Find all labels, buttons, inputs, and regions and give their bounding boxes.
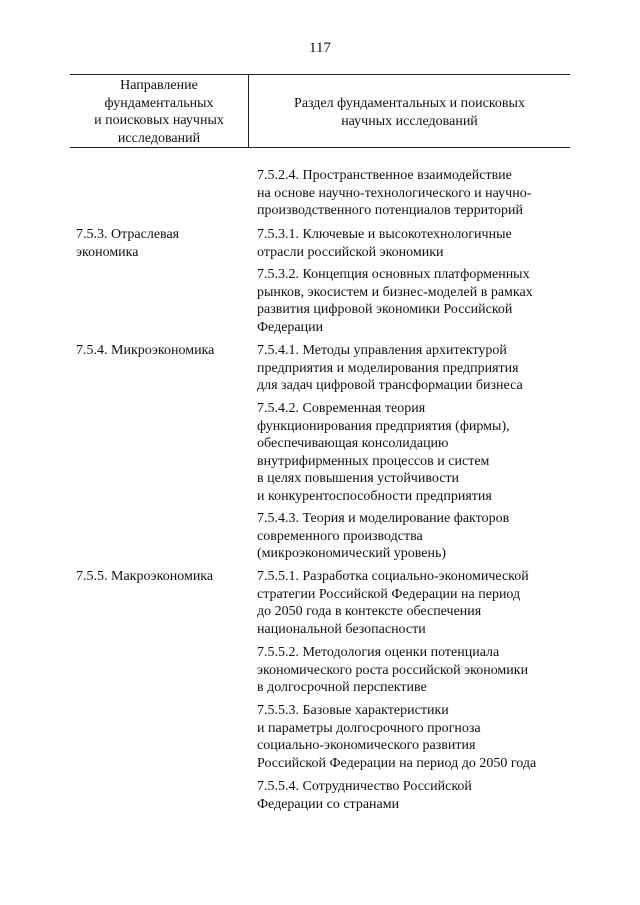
page-number: 117 xyxy=(309,40,331,56)
section-7-5-5-2: 7.5.5.2. Методология оценки потенциала экономического роста российской экономики в долгосрочной перспективе xyxy=(257,645,529,695)
section-7-5-3-2: 7.5.3.2. Концепция основных платформенных рынков, экосистем и бизнес-моделей в рамках развития цифровой экономики Российской Федерации xyxy=(257,267,533,335)
table-top-border xyxy=(70,74,570,75)
section-7-5-4-2: 7.5.4.2. Современная теория функционирования предприятия (фирмы), обеспечивающая консолидацию внутрифирменных процессов и систем в целях повышения устойчивости и конкурентоспособности предприятия xyxy=(257,401,510,504)
section-7-5-4-3: 7.5.4.3. Теория и моделирование факторов современного производства (микроэкономический уровень) xyxy=(257,511,510,561)
section-7-5-3-1: 7.5.3.1. Ключевые и высокотехнологичные отрасли российской экономики xyxy=(257,227,512,260)
direction-7-5-5: 7.5.5. Макроэкономика xyxy=(76,569,214,584)
header-bottom-border xyxy=(70,147,570,148)
direction-7-5-3: 7.5.3. Отраслевая экономика xyxy=(76,227,180,260)
header-section: Раздел фундаментальных и поисковых научных исследований xyxy=(294,96,525,129)
section-7-5-5-3: 7.5.5.3. Базовые характеристики и параметры долгосрочного прогноза социально-экономического развития Российской Федерации на период до 2050 года xyxy=(257,703,537,771)
section-7-5-5-4: 7.5.5.4. Сотрудничество Российской Федерации со странами xyxy=(257,779,472,812)
section-7-5-4-1: 7.5.4.1. Методы управления архитектурой предприятия и моделирования предприятия для задач цифровой трансформации бизнеса xyxy=(257,343,523,393)
section-7-5-5-1: 7.5.5.1. Разработка социально-экономической стратегии Российской Федерации на период до 2050 года в контексте обеспечения национальной безопасности xyxy=(257,569,529,637)
direction-7-5-4: 7.5.4. Микроэкономика xyxy=(76,343,215,358)
header-direction: Направление фундаментальных и поисковых научных исследований xyxy=(94,78,224,146)
section-7-5-2-4: 7.5.2.4. Пространственное взаимодействие на основе научно-технологического и научно- производственного потенциалов территорий xyxy=(257,168,532,218)
